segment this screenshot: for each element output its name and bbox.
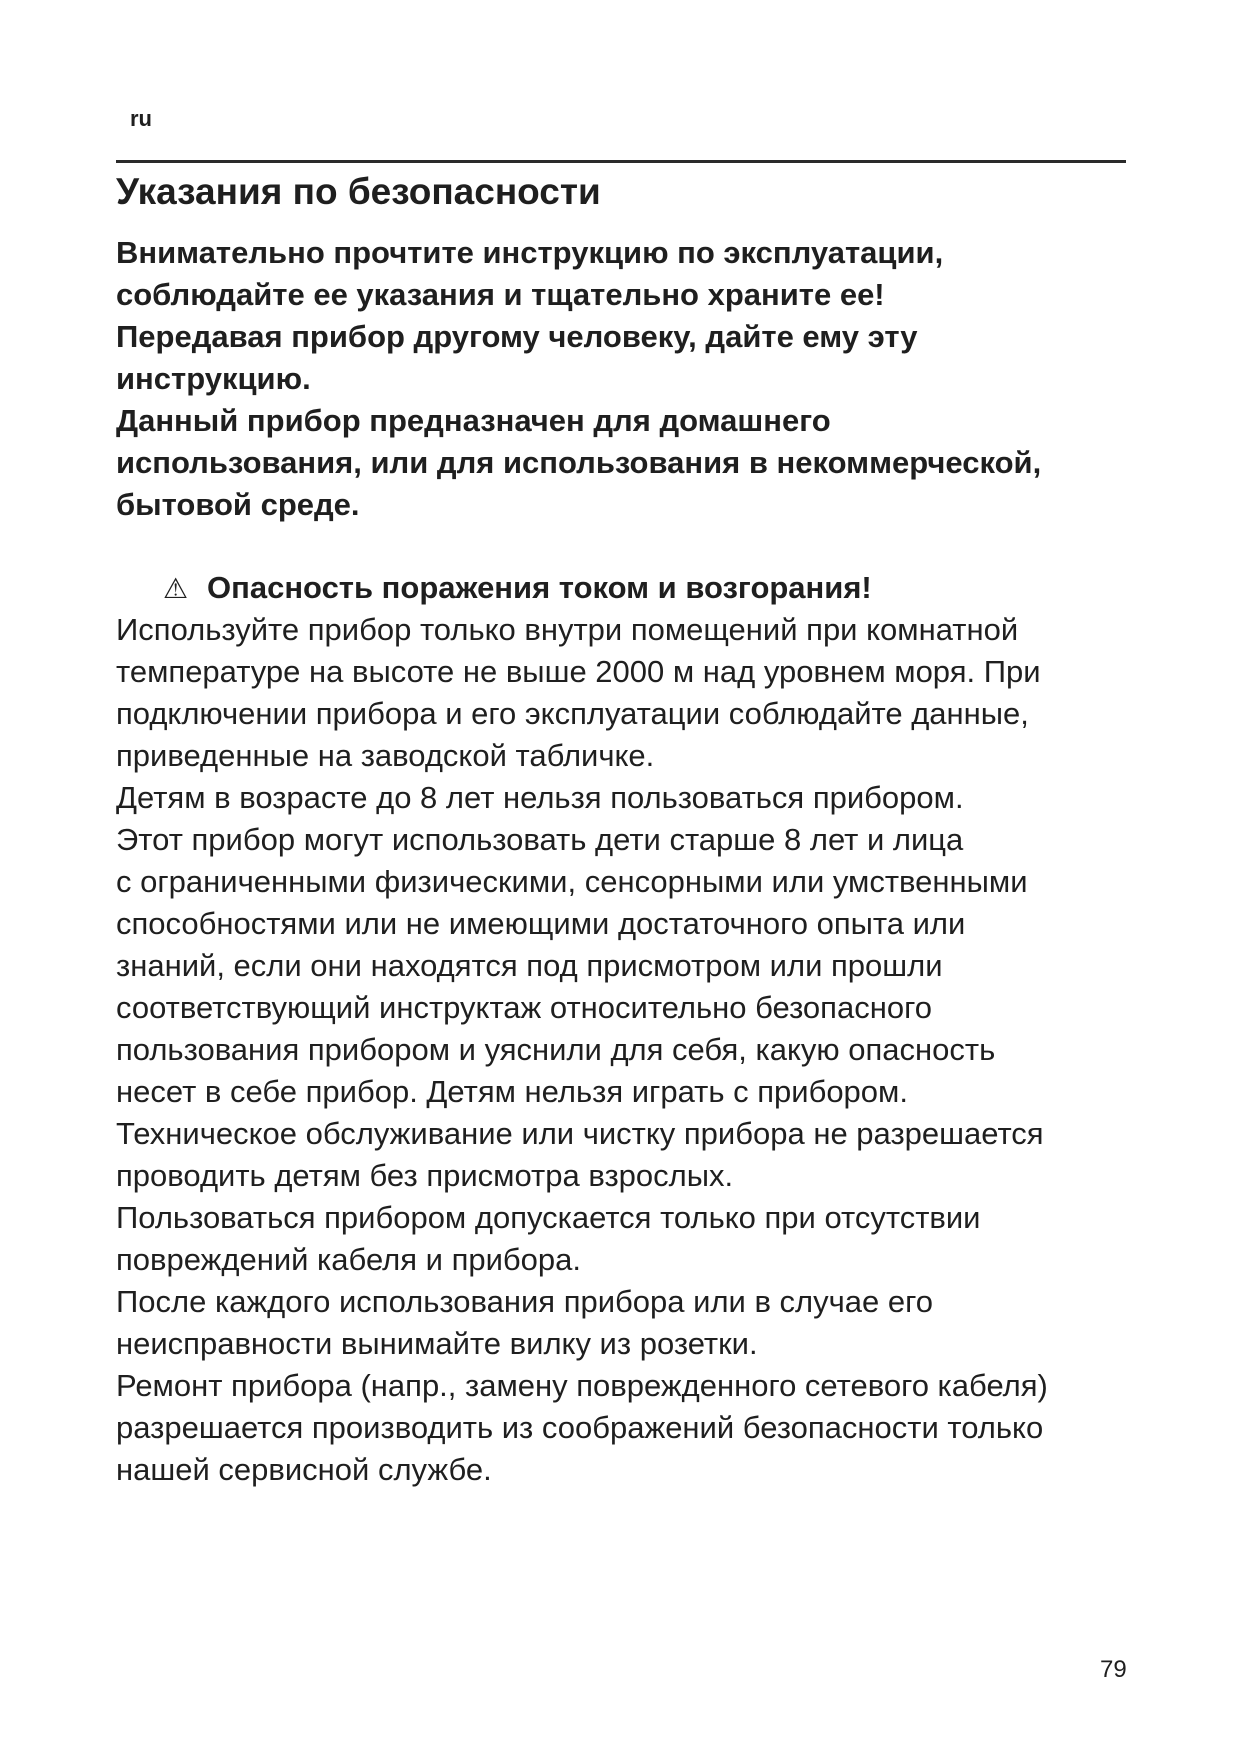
body-line: пользования прибором и уяснили для себя, какую опасность — [116, 1032, 996, 1067]
warning-triangle-icon: ⚠ — [163, 572, 189, 605]
body-line: разрешается производить из соображений безопасности только — [116, 1410, 1044, 1445]
intro-line: Данный прибор предназначен для домашнего — [116, 403, 831, 438]
warning-heading — [163, 567, 872, 610]
page-title: Указания по безопасности — [116, 171, 601, 212]
intro-line: бытовой среде. — [116, 487, 360, 522]
body-line: Техническое обслуживание или чистку прибора не разрешается — [116, 1116, 1044, 1151]
language-code: ru — [130, 106, 152, 131]
intro-line: использования, или для использования в некоммерческой, — [116, 445, 1042, 480]
intro-line: Внимательно прочтите инструкцию по эксплуатации, — [116, 235, 944, 270]
body-line: неисправности вынимайте вилку из розетки. — [116, 1326, 758, 1361]
safety-text — [116, 609, 1126, 1491]
body-line: соответствующий инструктаж относительно безопасного — [116, 990, 932, 1025]
intro-line: Передавая прибор другому человеку, дайте ему эту — [116, 319, 918, 354]
heading-divider — [116, 160, 1126, 163]
intro-line: инструкцию. — [116, 361, 311, 396]
body-line: Пользоваться прибором допускается только при отсутствии — [116, 1200, 981, 1235]
body-line: Детям в возрасте до 8 лет нельзя пользоваться прибором. — [116, 780, 964, 815]
intro-block — [116, 232, 1126, 526]
body-line: способностями или не имеющими достаточного опыта или — [116, 906, 966, 941]
body-line: с ограниченными физическими, сенсорными или умственными — [116, 864, 1028, 899]
body-line: приведенные на заводской табличке. — [116, 738, 655, 773]
page-number: 79 — [1100, 1656, 1127, 1683]
body-line: После каждого использования прибора или в случае его — [116, 1284, 933, 1319]
body-line: повреждений кабеля и прибора. — [116, 1242, 582, 1277]
body-line: Ремонт прибора (напр., замену поврежденного сетевого кабеля) — [116, 1368, 1048, 1403]
body-line: проводить детям без присмотра взрослых. — [116, 1158, 734, 1193]
intro-line: соблюдайте ее указания и тщательно храните ее! — [116, 277, 885, 312]
body-line: подключении прибора и его эксплуатации соблюдайте данные, — [116, 696, 1029, 731]
body-line: температуре на высоте не выше 2000 м над уровнем моря. При — [116, 654, 1041, 689]
body-line: несет в себе прибор. Детям нельзя играть с прибором. — [116, 1074, 908, 1109]
body-line: Используйте прибор только внутри помещений при комнатной — [116, 612, 1019, 647]
body-line: нашей сервисной службе. — [116, 1452, 492, 1487]
warning-title: Опасность поражения током и возгорания! — [207, 570, 872, 605]
body-line: Этот прибор могут использовать дети старше 8 лет и лица — [116, 822, 964, 857]
body-line: знаний, если они находятся под присмотром или прошли — [116, 948, 943, 983]
